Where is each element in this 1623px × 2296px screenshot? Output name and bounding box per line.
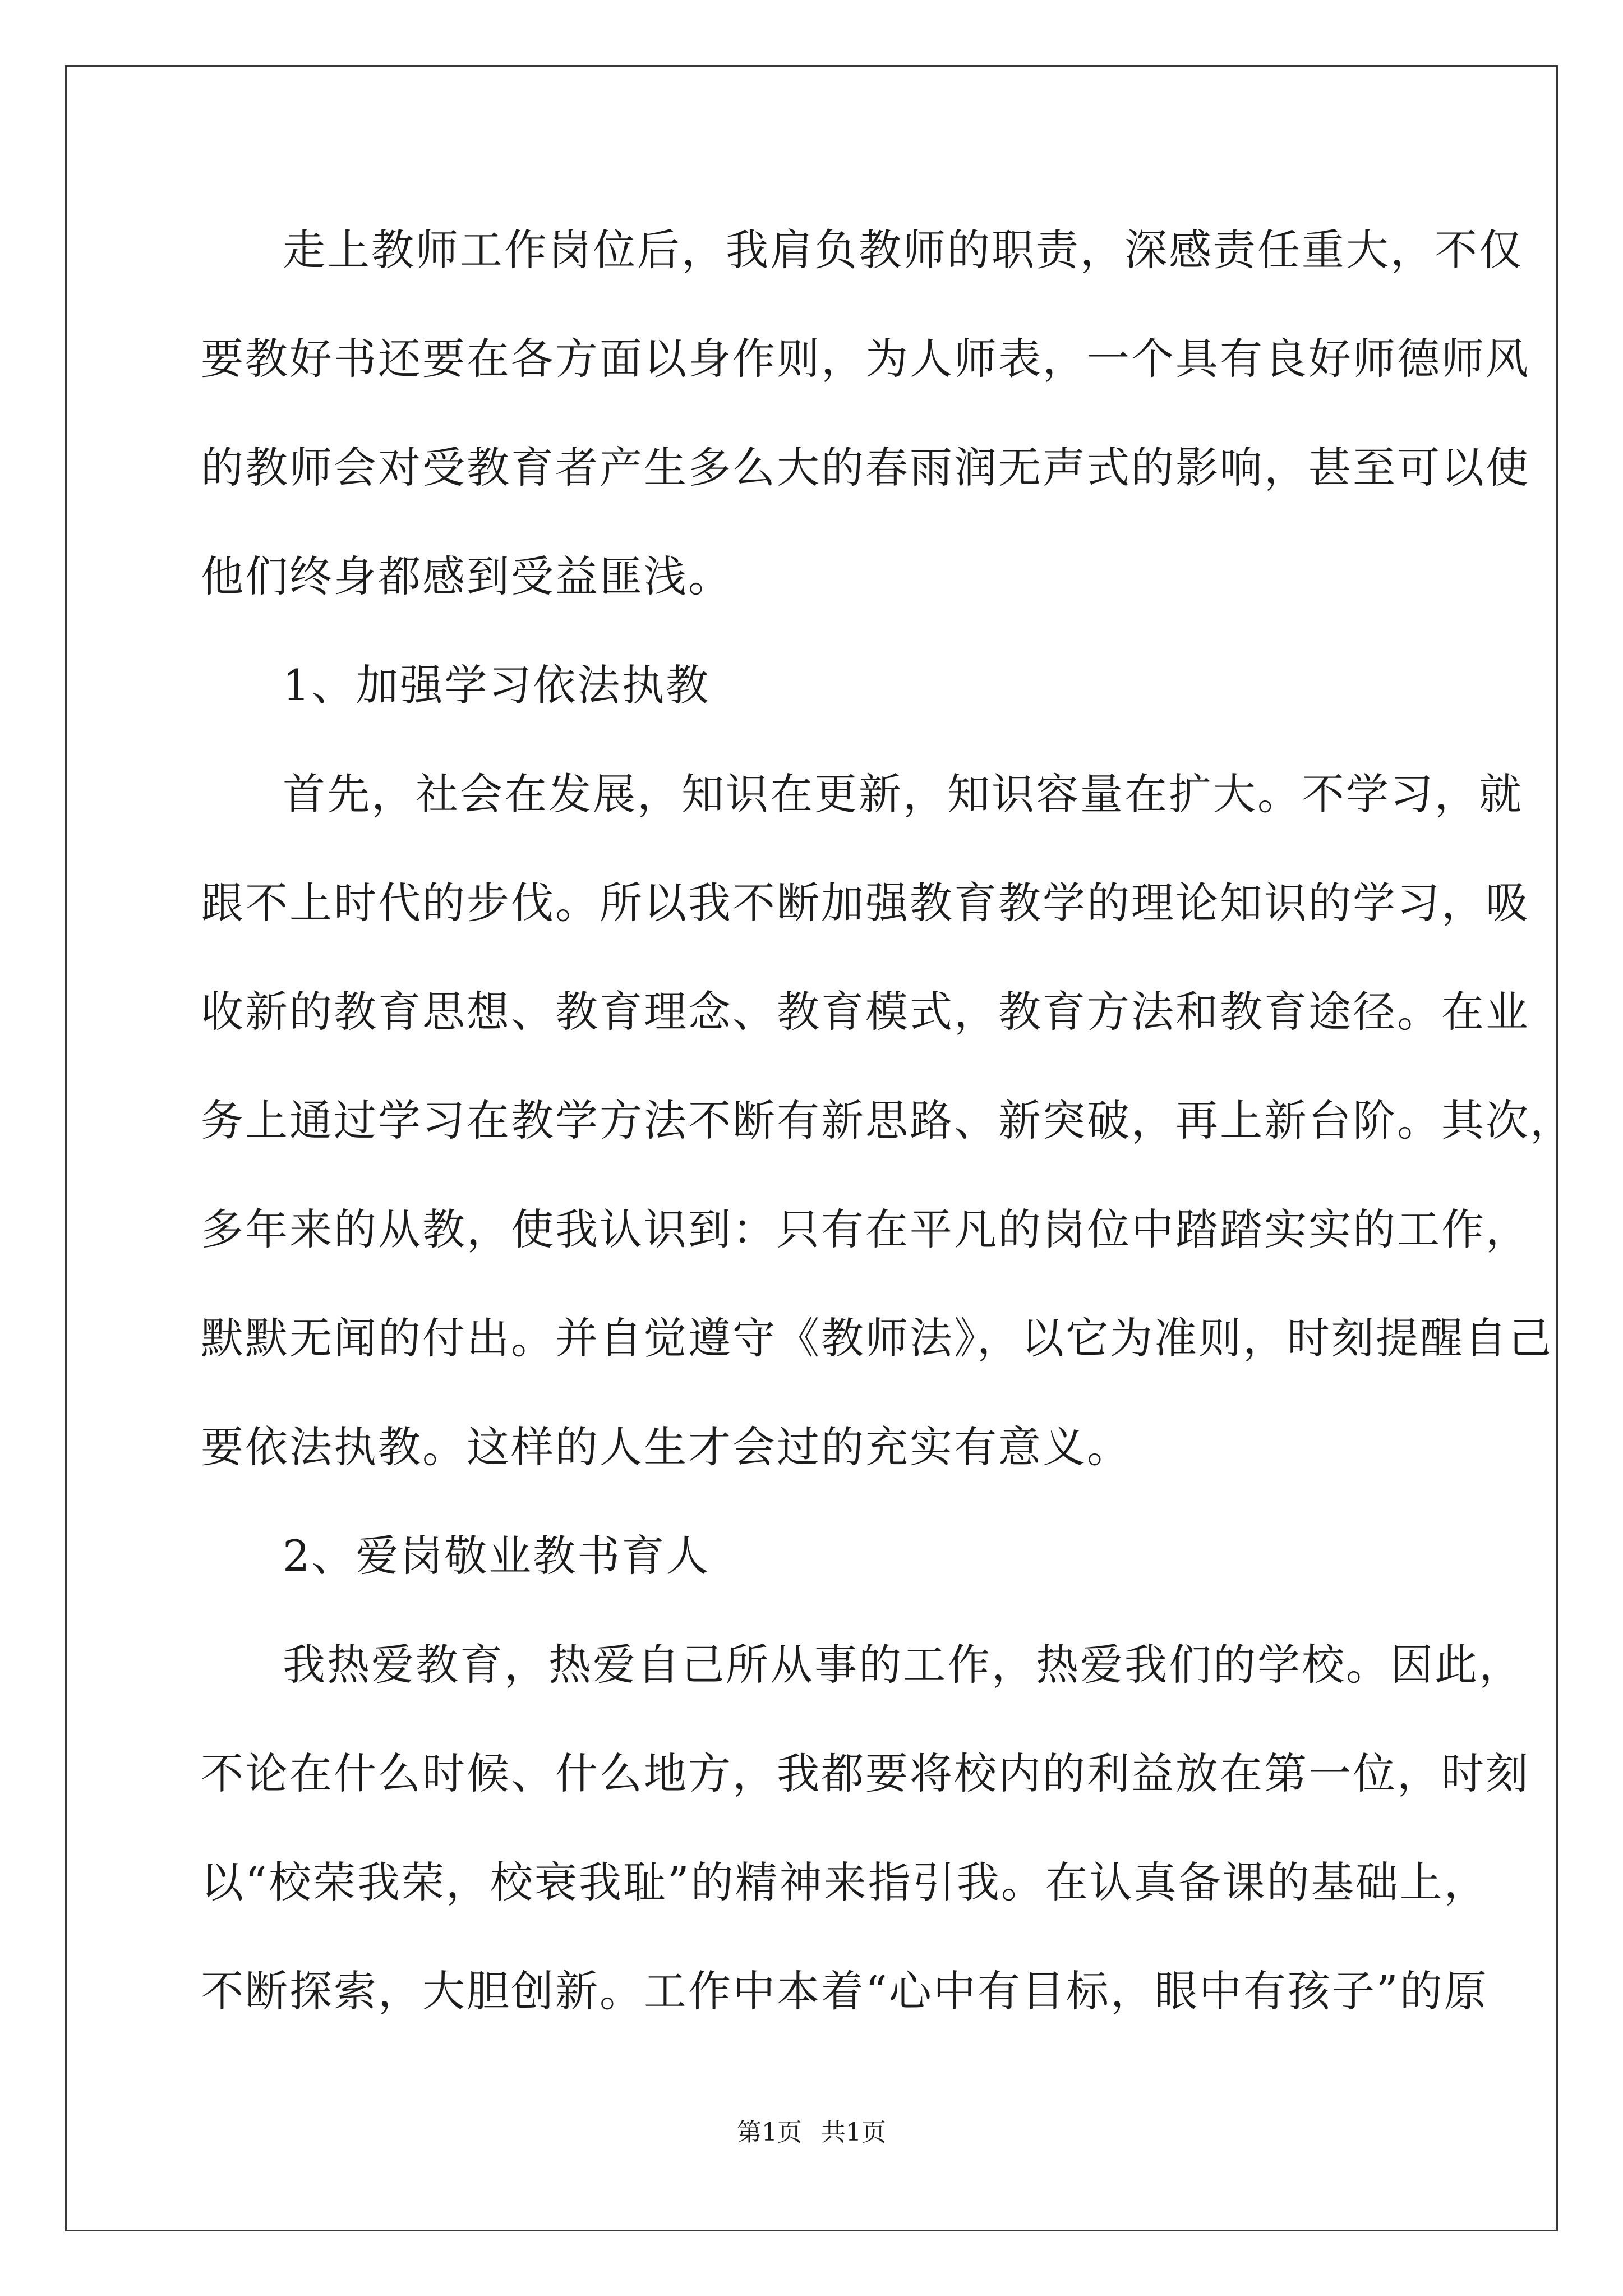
paragraph-line: 收新的教育思想、教育理念、教育模式，教育方法和教育途径。在业: [201, 987, 1530, 1037]
paragraph-line: 跟不上时代的步伐。所以我不断加强教育教学的理论知识的学习，吸: [201, 878, 1530, 928]
section-heading: 2、爱岗敬业教书育人: [283, 1531, 711, 1581]
paragraph-line: 要教好书还要在各方面以身作则，为人师表，一个具有良好师德师风: [201, 334, 1530, 384]
paragraph-line: 走上教师工作岗位后，我肩负教师的职责，深感责任重大，不仅: [283, 225, 1523, 275]
paragraph-line: 默默无闻的付出。并自觉遵守《教师法》，以它为准则，时刻提醒自己: [201, 1313, 1553, 1363]
paragraph-line: 他们终身都感到受益匪浅。: [201, 551, 732, 601]
paragraph-line: 要依法执教。这样的人生才会过的充实有意义。: [201, 1422, 1131, 1472]
paragraph-line: 首先，社会在发展，知识在更新，知识容量在扩大。不学习，就: [283, 769, 1523, 819]
section-heading: 1、加强学习依法执教: [283, 660, 711, 710]
paragraph-line: 的教师会对受教育者产生多么大的春雨润无声式的影响，甚至可以使: [201, 443, 1530, 493]
page-number: 第1页: [737, 2118, 802, 2147]
paragraph-line: 多年来的从教，使我认识到：只有在平凡的岗位中踏踏实实的工作，: [201, 1204, 1530, 1254]
paragraph-line: 不断探索，大胆创新。工作中本着“心中有目标，眼中有孩子”的原: [201, 1966, 1488, 2016]
paragraph-line: 我热爱教育，热爱自己所从事的工作，热爱我们的学校。因此，: [283, 1640, 1523, 1690]
page-footer: [0, 2116, 1623, 2150]
paragraph-line: 以“校荣我荣，校衰我耻”的精神来指引我。在认真备课的基础上，: [201, 1857, 1488, 1907]
page-total: 共1页: [821, 2118, 886, 2147]
paragraph-line: 务上通过学习在教学方法不断有新思路、新突破，再上新台阶。其次，: [201, 1096, 1574, 1145]
paragraph-line: 不论在什么时候、什么地方，我都要将校内的利益放在第一位，时刻: [201, 1749, 1530, 1798]
